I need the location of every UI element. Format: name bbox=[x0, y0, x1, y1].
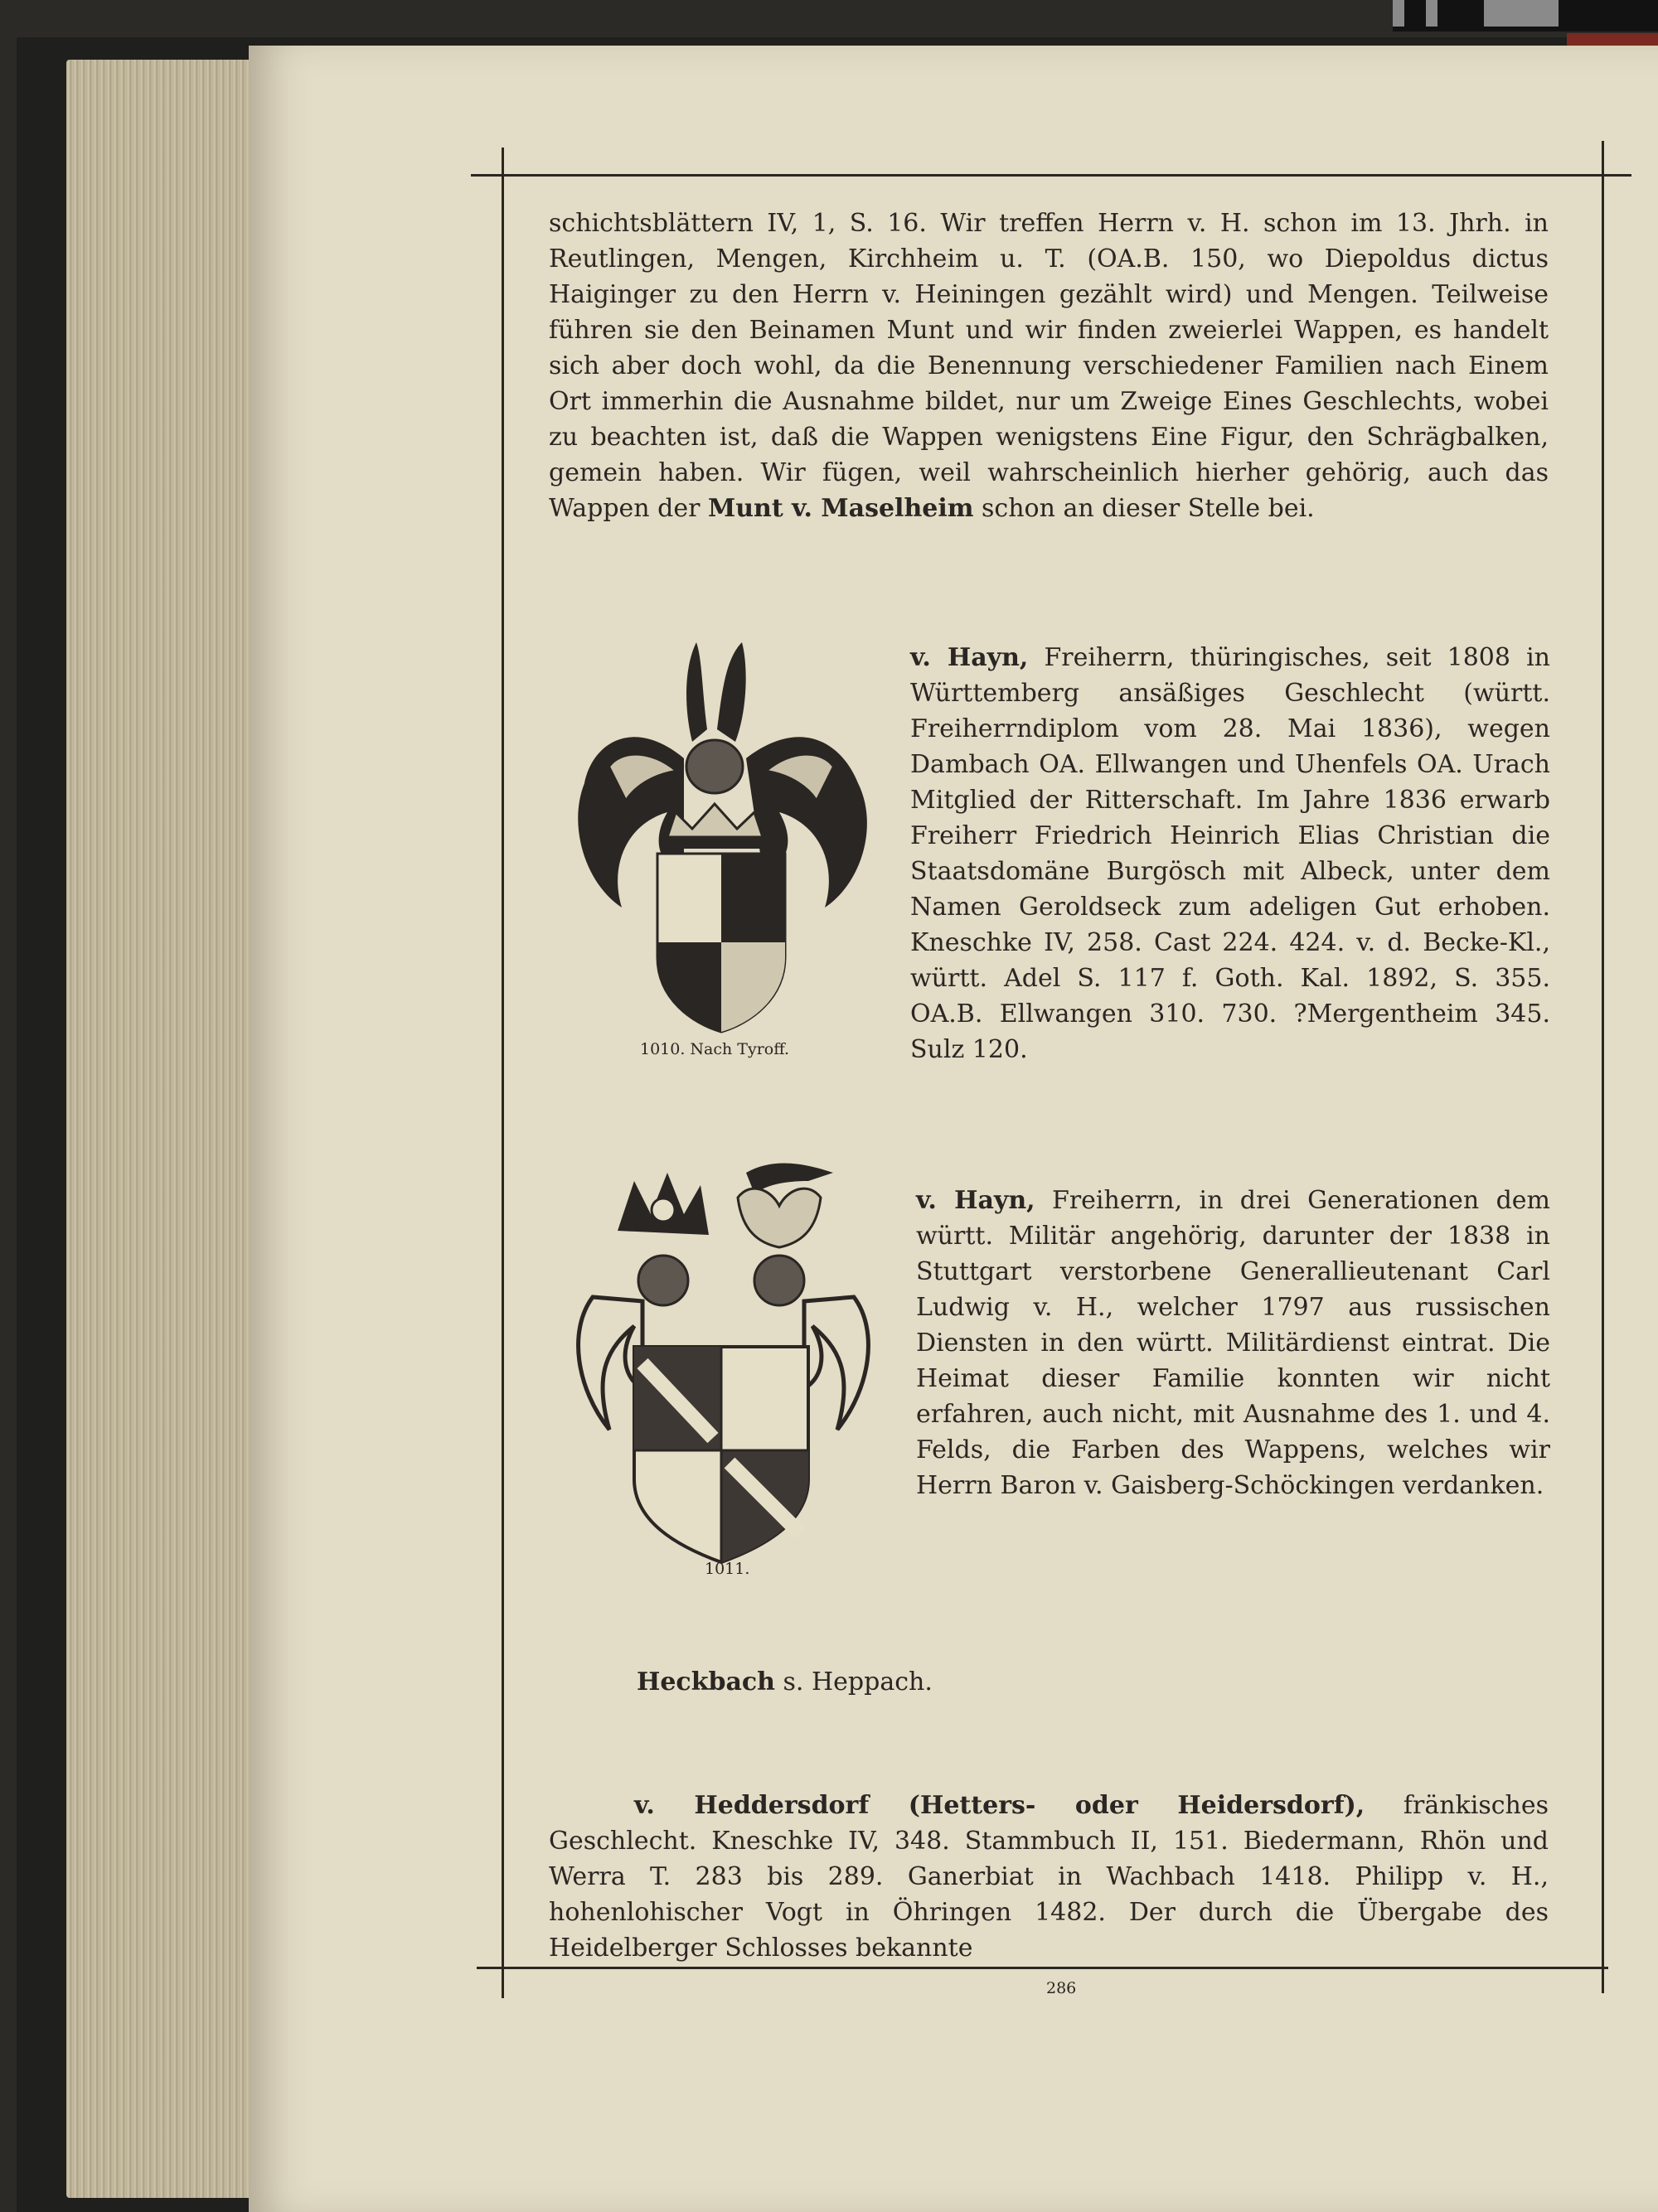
entry-hayn-2: v. Hayn, Freiherrn, in drei Generationen dem württ. Militär angehörig, darunter der 1838 in Stuttgart verstorbene Generallieutenant Carl Ludwig v. H., welcher 1797 aus russischen Diensten in den württ. Militärdienst eintrat. Die Heimat dieser Familie konnten wir nicht erfahren, auch nicht, mit Ausnahme des 1. und 4. Felds, die Farben des Wappens, welches wir Herrn Baron v. Gaisberg-Schöckingen verdanken. bbox=[916, 1186, 1550, 1500]
page-number: 286 bbox=[1046, 1979, 1077, 1997]
top-strip bbox=[1393, 0, 1658, 31]
caption-1011: 1011. bbox=[705, 1560, 750, 1578]
intro-bold-name: Munt v. Maselheim bbox=[707, 494, 974, 523]
entry-heckbach-heading: Heckbach bbox=[637, 1667, 775, 1697]
caption-1010: 1010. Nach Tyroff. bbox=[640, 1040, 790, 1058]
entry-heddersdorf: v. Heddersdorf (Hetters- oder Heidersdorf), fränkisches Geschlecht. Kneschke IV, 348. Stammbuch II, 151. Biedermann, Rhön und Werra T. 283 bis 289. Ganerbiat in Wachbach 1418. Philipp v. H., hohenlohischer Vogt in Öhringen 1482. Der durch die Übergabe des Heidelberger Schlosses bekannte bbox=[549, 1791, 1549, 1963]
frame-bottom-line bbox=[477, 1967, 1608, 1969]
frame-right-line bbox=[1602, 141, 1604, 1993]
entry-hayn-2-heading: v. Hayn, bbox=[916, 1186, 1035, 1215]
entry-hayn-1-heading: v. Hayn, bbox=[910, 643, 1029, 672]
frame-left-line bbox=[502, 148, 504, 1998]
intro-paragraph: schichtsblättern IV, 1, S. 16. Wir treffen Herrn v. H. schon im 13. Jhrh. in Reutlingen, Mengen, Kirchheim u. T. (OA.B. 150, wo Diepoldus dictus Haiginger zu den Herrn v. Heiningen gezählt wird) und Mengen. Teilweise führen sie den Beinamen Munt und wir finden zweierlei Wappen, es handelt sich aber doch wohl, da die Benennung verschiedener Familien nach Einem Ort immerhin die Ausnahme bildet, nur um Zweige Eines Geschlechts, wobei zu beachten ist, daß die Wappen wenigstens Eine Figur, den Schrägbalken, gemein haben. Wir fügen, weil wahrscheinlich hierher gehörig, auch das Wappen der Munt v. Maselheim schon an dieser Stelle bei. bbox=[549, 209, 1549, 523]
frame-top-line bbox=[471, 174, 1631, 177]
entry-heddersdorf-heading: v. Heddersdorf (Hetters- oder Heidersdorf), bbox=[634, 1791, 1365, 1820]
page-edges bbox=[66, 60, 265, 2198]
entry-hayn-1: v. Hayn, Freiherrn, thüringisches, seit 1808 in Württemberg ansäßiges Geschlecht (württ. Freiherrndiplom vom 28. Mai 1836), wegen Dambach OA. Ellwangen und Uhenfels OA. Urach Mitglied der Ritterschaft. Im Jahre 1836 erwarb Freiherr Friedrich Heinrich Elias Christian die Staatsdomäne Burgösch mit Albeck, unter dem Namen Geroldseck zum adeligen Gut erhoben. Kneschke IV, 258. Cast 224. 424. v. d. Becke-Kl., württ. Adel S. 117 f. Goth. Kal. 1892, S. 355. OA.B. Ellwangen 310. 730. ?Mergentheim 345. Sulz 120. bbox=[910, 643, 1550, 1064]
entry-heckbach: Heckbach s. Heppach. bbox=[637, 1667, 933, 1697]
coat-of-arms-1011 bbox=[560, 1156, 887, 1566]
coat-of-arms-1010 bbox=[560, 634, 887, 1036]
